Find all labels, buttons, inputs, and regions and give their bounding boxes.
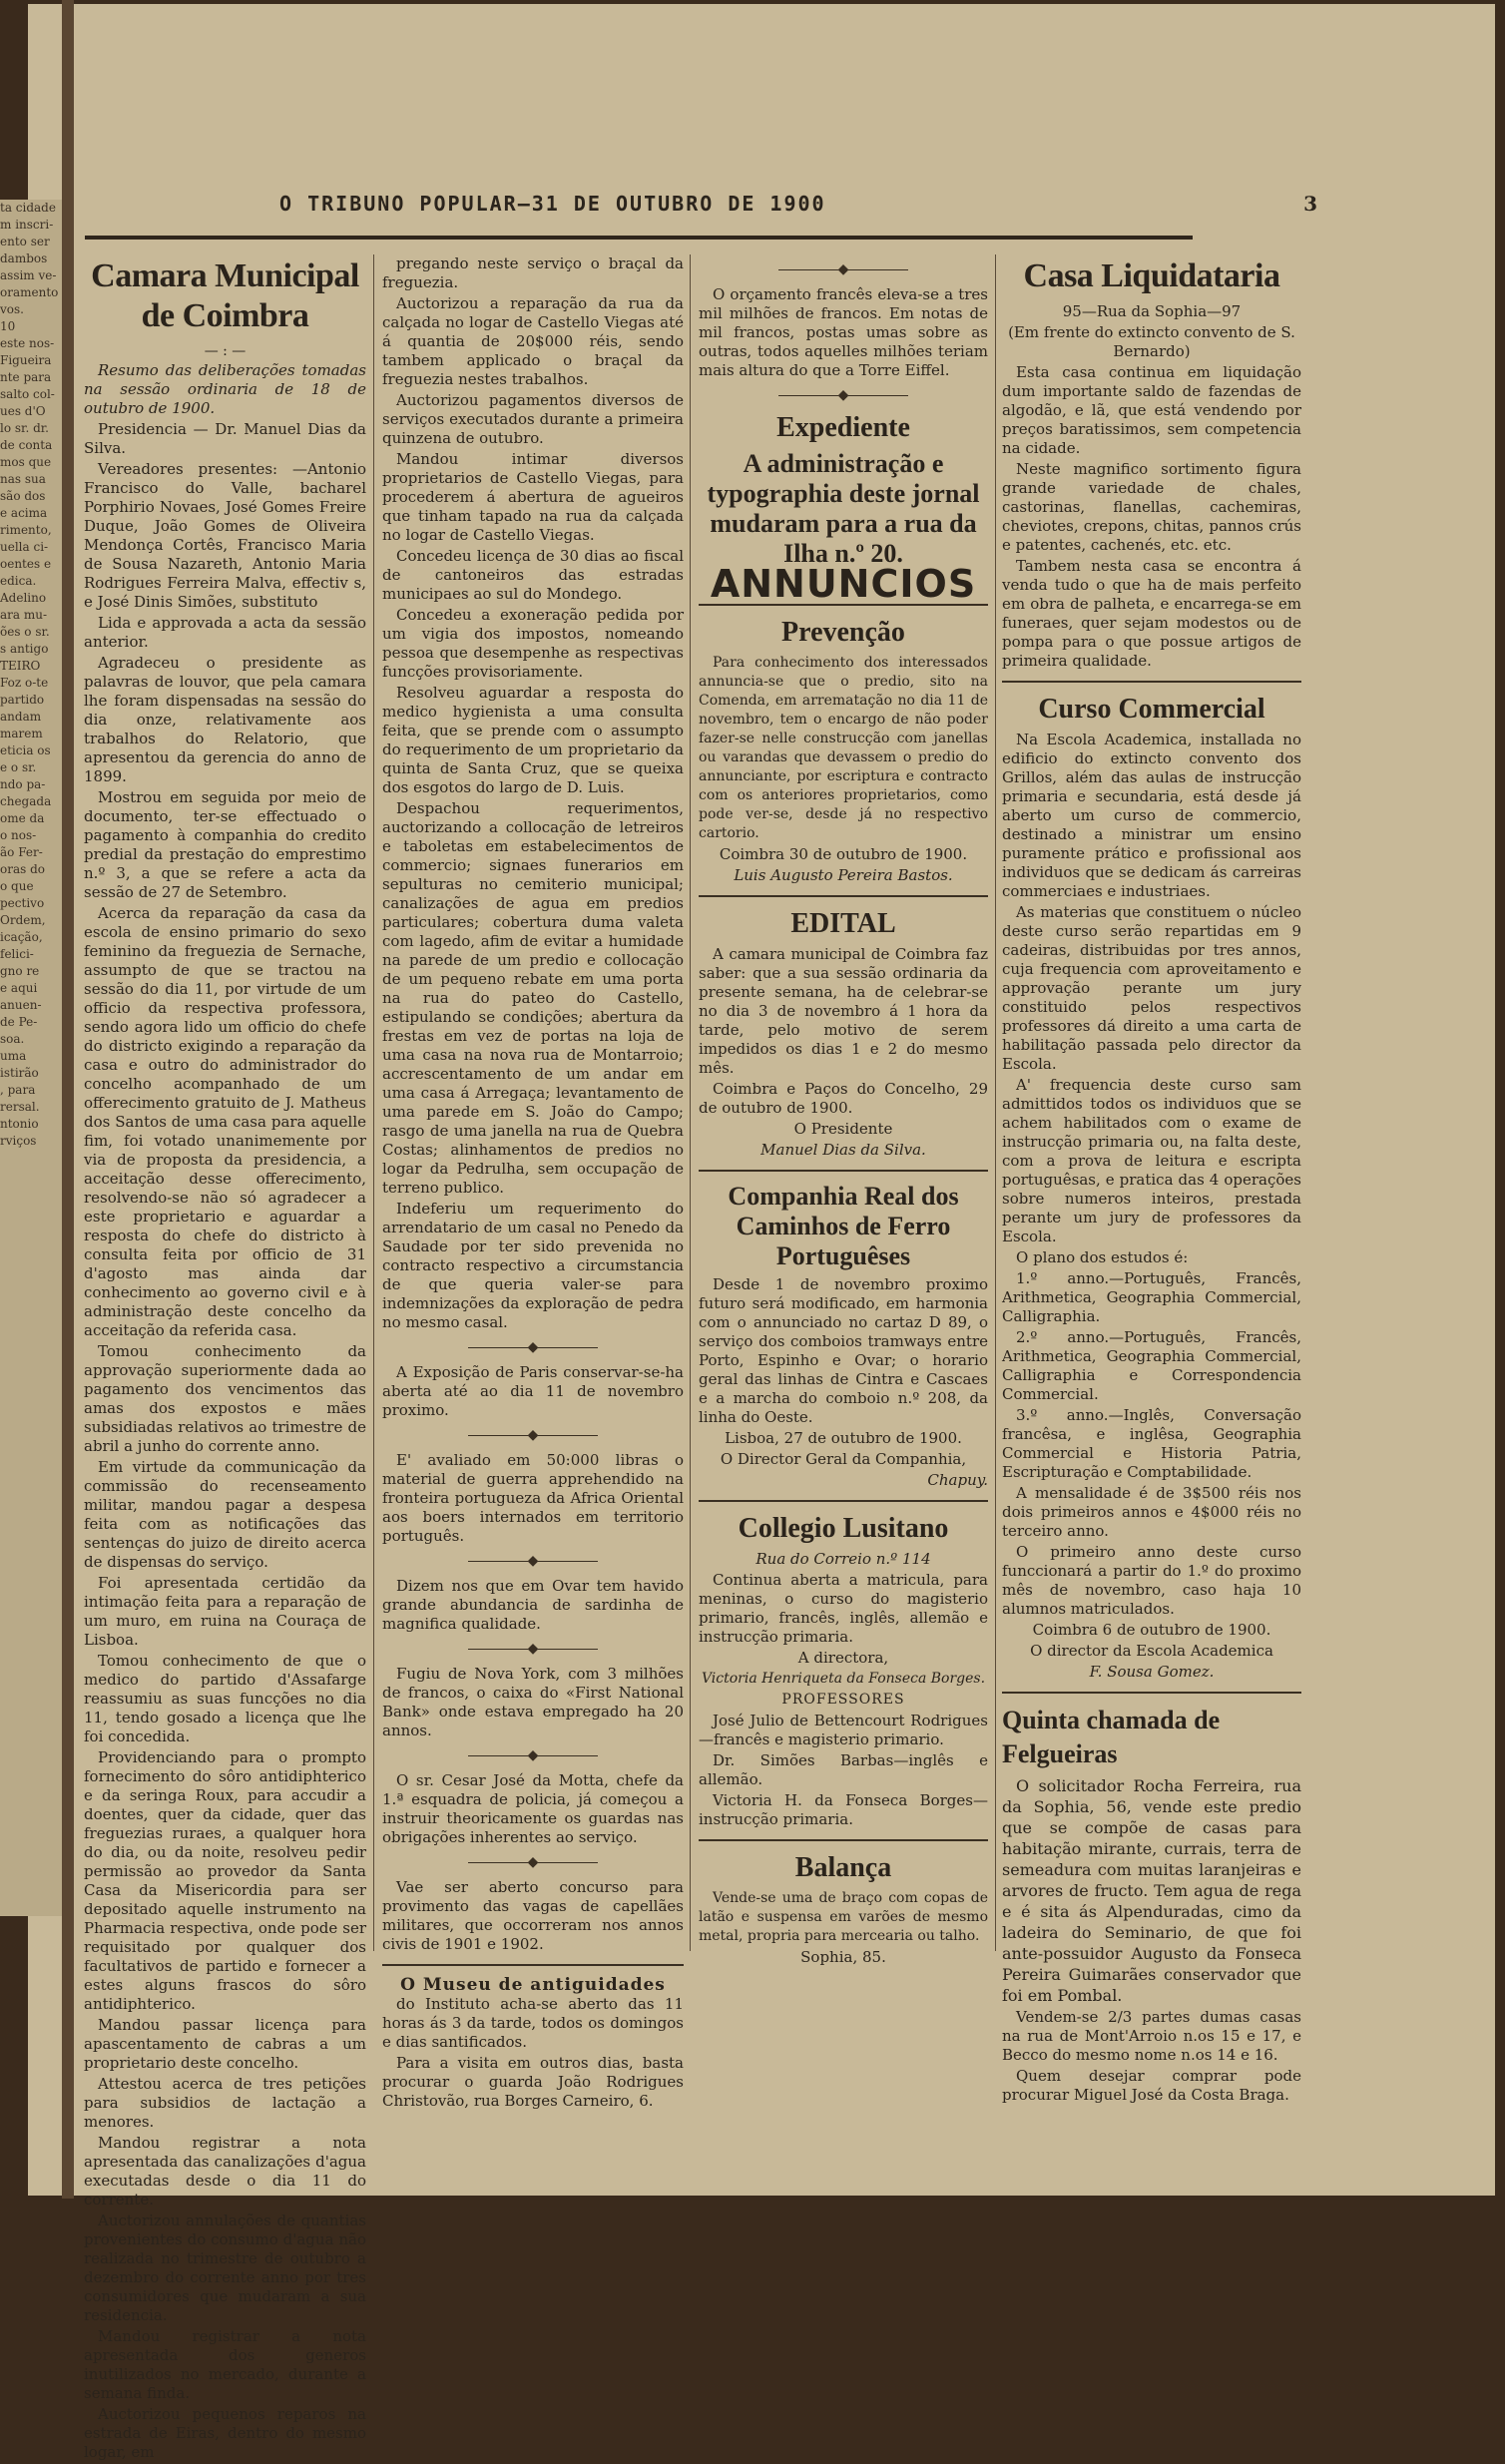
annuncios-title: ANNUNCIOS (710, 562, 977, 606)
edital-date: Coimbra e Paços do Concelho, 29 de outubro de 1900. (699, 1080, 988, 1117)
camara-paragraph: pregando neste serviço o braçal da freguezia. (382, 254, 684, 291)
camara-paragraph: Tomou conhecimento de que o medico do partido d'Assafarge reassumiu as suas funcções no dia 11, tendo gosado a licença que lhe foi concedida. (84, 1652, 366, 1745)
curso-paragraph: Na Escola Academica, installada no edificio do extincto convento dos Grillos, além das aulas de instrucção primaria e secundaria, está desde já aberto um curso de commercio, destinado a ministrar um ensino puramente prático e profissional aos individuos que se dedicam ás carreiras commerciaes e industriaes. (1002, 731, 1301, 900)
column-divider (373, 254, 374, 1951)
balanca-text: Vende-se uma de braço com copas de latão e suspensa em varões de mesmo metal, propria para mercearia ou talho. (699, 1890, 988, 1944)
camara-paragraph: Auctorizou pequenos reparos na estrada de Eiras, dentro do mesmo logar, em (84, 2405, 366, 2461)
edital-signature: Manuel Dias da Silva. (760, 1141, 926, 1159)
edge-fragment: , para (0, 1083, 36, 1097)
edge-fragment: rimento, (0, 523, 52, 537)
separator: ◆ (382, 1338, 684, 1357)
heading-dash: — : — (204, 343, 247, 359)
quinta-title: Quinta chamada de Felgueiras (1002, 1706, 1221, 1768)
news-brief: E' avaliado em 50:000 libras o material de guerra apprehendido na fronteira portugueza da Africa Oriental aos boers internados em territorio português. (382, 1451, 684, 1545)
edge-fragment: o nos- (0, 828, 37, 842)
edge-fragment: oramento (0, 285, 59, 299)
separator: ◆ (699, 260, 988, 279)
camara-paragraph: Auctorizou a reparação da rua da calçada no logar de Castello Viegas até á quantia de 20$000 réis, sendo tambem applicado o braçal da freguezia nestes trabalhos. (382, 294, 684, 388)
collegio-address: Rua do Correio n.º 114 (755, 1550, 931, 1568)
edge-fragment: marem (0, 727, 43, 740)
curso-paragraph: A mensalidade é de 3$500 réis nos dois primeiros annos e 4$000 réis no terceiro anno. (1002, 1484, 1301, 1540)
edge-fragment: soa. (0, 1032, 25, 1046)
separator: ◆ (382, 1853, 684, 1872)
curso-paragraph: O plano dos estudos é: (1016, 1248, 1189, 1266)
expediente-text: A administração e typographia deste jornal mudaram para a rua da Ilha n.º 20. (707, 449, 980, 568)
curso-role: O director da Escola Academica (1030, 1642, 1273, 1660)
camara-heading: Camara Municipal de Coimbra (91, 257, 359, 334)
edge-fragment: ntonio (0, 1117, 39, 1131)
edge-fragment: e o sr. (0, 760, 37, 774)
companhia-title: Companhia Real dos Caminhos de Ferro Portuguêses (728, 1182, 959, 1270)
separator: ◆ (699, 386, 988, 405)
edge-fragment: m inscri- (0, 218, 54, 232)
camara-paragraph: Mandou registrar a nota apresentada dos generos inutilizados no mercado, durante a semana finda. (84, 2327, 366, 2402)
edge-fragment: e acima (0, 506, 48, 520)
edge-fragment: dambos (0, 251, 48, 265)
column-divider (690, 254, 691, 1951)
edge-fragment: mos que (0, 455, 52, 469)
edge-fragment: edica. (0, 574, 37, 588)
curso-paragraph: 3.º anno.—Inglês, Conversação francêsa, e inglêsa, Geographia Commercial e Historia Patria, Escripturação e Comptabilidade. (1002, 1406, 1301, 1481)
edge-fragment: nte para (0, 370, 52, 384)
collegio-text: Continua aberta a matricula, para meninas, o curso do magisterio primario, francês, inglês, allemão e instrucção primaria. (699, 1571, 988, 1646)
section-rule (699, 1500, 988, 1502)
professor-3: Victoria H. da Fonseca Borges—instrucção primaria. (699, 1791, 988, 1828)
page-header (80, 192, 1317, 220)
casa-text-2: Neste magnifico sortimento figura grande variedade de chales, castorinas, flanellas, cachemiras, cheviotes, crepons, chitas, pannos crús e patentes, cachenés, etc. etc. (1002, 460, 1301, 554)
camara-paragraph: Indeferiu um requerimento do arrendatario de um casal no Penedo da Saudade por ter sido prevenida no contracto respectivo a circumstancia de que queria valer-se para indemnizações da exploração de pedra no mesmo casal. (382, 1200, 684, 1331)
camara-continued (382, 254, 684, 1332)
quinta-text: O solicitador Rocha Ferreira, rua da Sophia, 56, vende este predio que se compõe de casas para habitação mirante, currais, terra de semeadura com muitas laranjeiras e arvores de fructo. Tem agua de rega e é sita ás Alpenduradas, cimo da ladeira do Seminario, de que foi ante-possuidor Augusto da Fonseca Pereira Guimarães conservador que foi em Pombal. (1002, 1776, 1301, 2005)
professor-1: José Julio de Bettencourt Rodrigues—francês e magisterio primario. (699, 1712, 988, 1748)
edital-role: O Presidente (793, 1120, 893, 1138)
collegio-title: Collegio Lusitano (738, 1513, 949, 1544)
edge-fragment: oentes e (0, 557, 52, 571)
curso-paragraph: As materias que constituem o núcleo deste curso serão repartidas em 9 cadeiras, distribuidas por tres annos, cuja frequencia com aproveitamento e approvação perante um jury constituido pelos respectivos professores dá direito a uma carta de habilitação passada pelo director da Escola. (1002, 903, 1301, 1073)
camara-paragraph: Attestou acerca de tres petições para subsidios de lactação a menores. (84, 2075, 366, 2131)
edge-fragment: ues d'O (0, 404, 46, 418)
companhia-text: Desde 1 de novembro proximo futuro será modificado, em harmonia com o annunciado no cartaz D 89, o serviço dos comboios tramways entre Porto, Espinho e Ovar; o horario geral das linhas de Cintra e Cascaes e a marcha do comboio n.º 208, da linha do Oeste. (699, 1275, 988, 1426)
section-rule (699, 1839, 988, 1841)
camara-paragraph: Presidencia — Dr. Manuel Dias da Silva. (84, 420, 366, 457)
camara-paragraphs (84, 420, 366, 2462)
camara-paragraph: Acerca da reparação da casa da escola de ensino primario do sexo feminino da freguezia de Sernache, assumpto de que se tractou na sessão do dia 11, por virtude de um officio da respectiva professora, sendo agora lido um officio do chefe do districto exigindo a reparação da casa e outro do administrador do concelho acompanhado de um offerecimento gratuito de J. Matheus dos Santos de uma casa para aquelle fim, foi votado unanimemente por via de proposta da presidencia, a acceitação desse offerecimento, resolvendo-se não só agradecer a este proprietario e aguardar a resposta do chefe do districto à consulta feita por officio de 31 d'agosto mas ainda dar conhecimento ao governo civil e à administração deste concelho da acceitação da referida casa. (84, 904, 366, 1339)
section-rule (1002, 1692, 1301, 1694)
edge-fragment: este nos- (0, 336, 55, 350)
camara-intro: Resumo das deliberações tomadas na sessão ordinaria de 18 de outubro de 1900. (84, 361, 366, 417)
edge-fragment: icação, (0, 930, 43, 944)
curso-paragraph: 1.º anno.—Português, Francês, Arithmetica, Geographia Commercial, Calligraphia. (1002, 1269, 1301, 1325)
prevencao-signature: Luis Augusto Pereira Bastos. (734, 866, 953, 884)
camara-paragraph: Mostrou em seguida por meio de documento, ter-se effectuado o pagamento à companhia do credito predial da prestação do emprestimo n.º 3, a que se refere a acta da sessão de 27 de Setembro. (84, 788, 366, 901)
camara-paragraph: Foi apresentada certidão da intimação feita para a reparação de um muro, em ruina na Couraça de Lisboa. (84, 1574, 366, 1649)
prevencao-text: Para conhecimento dos interessados annuncia-se que o predio, sito na Comenda, em arrematação no dia 11 de novembro, tem o encargo de não poder fazer-se nelle construcção com janellas ou varandas que devassem o predio do annunciante, por escriptura e contracto com os anteriores proprietarios, como pode ver-se, desde já no respectivo cartorio. (699, 655, 988, 841)
camara-paragraph: Providenciando para o prompto fornecimento do sôro antidiphterico e da seringa Roux, para accudir a doentes, quer da cidade, quer das freguezias ruraes, a qualquer hora do dia, ou da noite, resolveu pedir permissão ao provedor da Santa Casa da Misericordia para ser depositado aquelle instrumento na Pharmacia respectiva, onde pode ser requisitado por qualquer dos facultativos de partido e fornecer a estes alguns frascos do sôro antidiphterico. (84, 1748, 366, 2013)
edge-fragment: ome da (0, 811, 45, 825)
news-brief: O sr. Cesar José da Motta, chefe da 1.ª esquadra de policia, já começou a instruir theoricamente os guardas nas obrigações inherentes ao serviço. (382, 1771, 684, 1846)
museu-title: O Museu de antiguidades (400, 1975, 666, 1995)
newspaper-title: O TRIBUNO POPULAR—31 DE OUTUBRO DE 1900 (279, 192, 826, 216)
edge-fragment: gno re (0, 964, 40, 978)
camara-paragraph: Em virtude da communicação da commissão do recenseamento militar, mandou pagar a despesa feita com as notificações das sentenças do juizo de direito acerca de dispensas do serviço. (84, 1458, 366, 1571)
edge-fragment: salto col- (0, 387, 55, 401)
curso-paragraph: A' frequencia deste curso sam admittidos todos os individuos que se achem habilitados com o exame de instrucção primaria ou, na falta deste, com a prova de leitura e escripta portuguêsas, e pratica das 4 operações sobre numeros inteiros, prestada perante um jury de professores da Escola. (1002, 1076, 1301, 1245)
header-rule (85, 236, 1193, 240)
edge-fragment: Ordem, (0, 913, 46, 927)
column-3 (699, 254, 988, 1969)
professores-label: PROFESSORES (781, 1692, 905, 1708)
casa-address: 95—Rua da Sophia—97 (1062, 302, 1242, 320)
museu-text: do Instituto acha-se aberto das 11 horas ás 3 da tarde, todos os domingos e dias santificados. (382, 1995, 684, 2051)
news-brief: A Exposição de Paris conservar-se-ha aberta até ao dia 11 de novembro proximo. (382, 1363, 684, 1419)
camara-paragraph: Agradeceu o presidente as palavras de louvor, que pela camara lhe foram dispensadas na sessão do dia onze, relativamente aos trabalhos do Relatorio, que apresentou da gerencia do anno de 1899. (84, 654, 366, 785)
column-2 (382, 254, 684, 2113)
companhia-date: Lisboa, 27 de outubro de 1900. (725, 1429, 962, 1447)
separator: ◆ (382, 1426, 684, 1445)
separator: ◆ (382, 1552, 684, 1571)
edge-fragment: ento ser (0, 235, 50, 248)
camara-paragraph: Concedeu licença de 30 dias ao fiscal de cantoneiros das estradas municipaes ao sul do Mondego. (382, 547, 684, 603)
edge-fragment: rersal. (0, 1100, 40, 1114)
edge-fragment: oras do (0, 862, 45, 876)
edge-fragment: o que (0, 879, 34, 893)
edge-fragment: felici- (0, 947, 34, 961)
edge-fragment: TEIRO (0, 659, 41, 673)
edge-fragment: eticia os (0, 743, 51, 757)
adjacent-page-edge (0, 200, 62, 1916)
column-divider (995, 254, 996, 1951)
column-4 (1002, 254, 1301, 2107)
camara-paragraph: Vereadores presentes: —Antonio Francisco do Valle, bacharel Porphirio Novaes, José Gomes Freire Duque, João Gomes de Oliveira Mendonça Cortês, Francisco Maria de Sousa Nazareth, Antonio Maria Rodrigues Ferreira Malva, effectiv s, e José Dinis Simões, substituto (84, 460, 366, 611)
prevencao-title: Prevenção (781, 617, 905, 648)
camara-paragraph: Resolveu aguardar a resposta do medico hygienista a uma consulta feita, que se prende com o assumpto do requerimento de um proprietario da quinta de Santa Cruz, que se queixa dos esgotos do largo de D. Luis. (382, 684, 684, 796)
edge-fragment: anuen- (0, 998, 42, 1012)
balanca-address: Sophia, 85. (800, 1948, 886, 1966)
expediente-title: Expediente (776, 412, 910, 443)
separator: ◆ (382, 1640, 684, 1659)
curso-paragraph: 2.º anno.—Português, Francês, Arithmetica, Geographia Commercial, Calligraphia e Correspondencia Commercial. (1002, 1328, 1301, 1403)
edge-fragment: ara mu- (0, 608, 48, 622)
collegio-signature: Victoria Henriqueta da Fonseca Borges. (701, 1671, 986, 1687)
edge-fragment: istirão (0, 1066, 39, 1080)
professor-2: Dr. Simões Barbas—inglês e allemão. (699, 1751, 988, 1788)
edge-fragment: e aqui (0, 981, 38, 995)
news-briefs (382, 1338, 684, 1954)
balanca-title: Balança (794, 1852, 892, 1883)
edge-fragment: vos. (0, 302, 24, 316)
museu-text-2: Para a visita em outros dias, basta procurar o guarda João Rodrigues Christovão, rua Borges Carneiro, 6. (382, 2054, 684, 2110)
camara-paragraph: Concedeu a exoneração pedida por um vigia dos impostos, nomeando pessoa que desempenhe as respectivas funcções provisoriamente. (382, 606, 684, 681)
curso-paragraphs (1002, 731, 1301, 1619)
edge-fragment: de conta (0, 438, 53, 452)
edge-fragment: ta cidade (0, 201, 56, 215)
orcamento-text: O orçamento francês eleva-se a tres mil milhões de francos. Em notas de mil francos, postas umas sobre as outras, todos aquelles milhões teriam mais altura do que a Torre Eiffel. (699, 285, 988, 379)
edge-fragment: s antigo (0, 642, 49, 656)
edge-fragment: chegada (0, 794, 52, 808)
edge-fragment: rviços (0, 1134, 37, 1148)
edge-fragment: ndo pa- (0, 777, 46, 791)
book-spine (62, 0, 74, 2199)
edge-fragment: andam (0, 710, 42, 724)
camara-paragraph: Auctorizou annulações de quantias provenientes do consumo d'agua não realizada no trimestre de outubro a dezembro do corrente anno por tres consumidores que mudaram a sua residencia. (84, 2212, 366, 2324)
edge-fragment: ões o sr. (0, 625, 50, 639)
edge-fragment: Figueira (0, 353, 52, 367)
edge-fragment: Adelino (0, 591, 47, 605)
news-brief: Vae ser aberto concurso para provimento das vagas de capellães militares, que occorreram nos annos civis de 1901 e 1902. (382, 1878, 684, 1953)
camara-paragraph: Mandou registrar a nota apresentada das canalizações d'agua executadas desde o dia 11 do corrente. (84, 2134, 366, 2209)
casa-title: Casa Liquidataria (1023, 257, 1280, 294)
camara-paragraph: Auctorizou pagamentos diversos de serviços executados durante a primeira quinzena de outubro. (382, 391, 684, 447)
camara-paragraph: Mandou passar licença para apascentamento de cabras a um proprietario deste concelho. (84, 2016, 366, 2072)
edge-fragment: Foz o-te (0, 676, 49, 690)
edge-fragment: 10 (0, 319, 16, 333)
news-brief: Dizem nos que em Ovar tem havido grande abundancia de sardinha de magnifica qualidade. (382, 1577, 684, 1633)
section-rule (699, 1170, 988, 1172)
edge-fragment: de Pe- (0, 1015, 38, 1029)
camara-paragraph: Despachou requerimentos, auctorizando a collocação de letreiros e taboletas em estabelecimentos de commercio; signaes funerarios em sepulturas no cemiterio municipal; canalizações de agua em predios particulares; cobertura duma valeta com lagedo, afim de evitar a humidade na parede de um predio e collocação de um pequeno rebate em uma porta na rua do pateo do Castello, estipulando se condições; abertura da frestas em vez de portas na loja de uma casa na nova rua de Montarroio; accrescentamento de um andar em uma casa á Arregaça; levantamento de uma parede em S. João do Campo; rasgo de uma janella na rua de Quebra Costas; alinhamentos de predios no logar da Pedrulha, sem occupação de terreno publico. (382, 799, 684, 1197)
quinta-text-3: Quem desejar comprar pode procurar Miguel José da Costa Braga. (1002, 2067, 1301, 2104)
news-brief: Fugiu de Nova York, com 3 milhões de francos, o caixa do «First National Bank» onde estava empregado ha 20 annos. (382, 1665, 684, 1739)
section-rule (699, 895, 988, 897)
section-rule (382, 1964, 684, 1966)
edital-title: EDITAL (790, 908, 896, 939)
edge-fragment: assim ve- (0, 268, 57, 282)
edge-fragment: nas sua (0, 472, 46, 486)
edge-fragment: uella ci- (0, 540, 49, 554)
edge-fragment: lo sr. dr. (0, 421, 49, 435)
curso-title: Curso Commercial (1038, 694, 1265, 725)
companhia-signature: Chapuy. (927, 1471, 988, 1489)
camara-paragraph: Lida e approvada a acta da sessão anterior. (84, 614, 366, 651)
prevencao-date: Coimbra 30 de outubro de 1900. (719, 845, 968, 863)
curso-date: Coimbra 6 de outubro de 1900. (1032, 1621, 1271, 1639)
casa-text-3: Tambem nesta casa se encontra á venda tudo o que ha de mais perfeito em obra de palheta, e encarrega-se em funeraes, quer sejam modestos ou de pompa para o que possue artigos de primeira qualidade. (1002, 557, 1301, 670)
camara-paragraph: Tomou conhecimento da approvação superiormente dada ao pagamento dos vencimentos das amas dos expostos e mães subsidiadas relativos ao trimestre de abril a junho do corrente anno. (84, 1342, 366, 1455)
casa-address-2: (Em frente do extincto convento de S. Bernardo) (1008, 323, 1295, 360)
casa-text: Esta casa continua em liquidação dum importante saldo de fazendas de algodão, e lã, que está vendendo por preços baratissimos, sem competencia na cidade. (1002, 363, 1301, 457)
collegio-role: A directora, (797, 1649, 889, 1667)
edge-fragment: uma (0, 1049, 27, 1063)
edge-fragment: partido (0, 693, 45, 707)
edge-fragment: são dos (0, 489, 46, 503)
curso-paragraph: O primeiro anno deste curso funccionará a partir do 1.º do proximo mês de novembro, caso haja 10 alumnos matriculados. (1002, 1543, 1301, 1618)
camara-paragraph: Mandou intimar diversos proprietarios de Castello Viegas, para procederem á abertura de agueiros que tinham tapado na rua da calçada no logar de Castello Viegas. (382, 450, 684, 544)
edital-text: A camara municipal de Coimbra faz saber: que a sua sessão ordinaria da presente semana, ha de celebrar-se no dia 3 de novembro á 1 hora da tarde, pelo motivo de serem impedidos os dias 1 e 2 do mesmo mês. (699, 945, 988, 1077)
section-rule (1002, 681, 1301, 683)
page-number: 3 (1303, 192, 1317, 216)
separator: ◆ (382, 1746, 684, 1765)
edge-fragment: pectivo (0, 896, 45, 910)
companhia-role: O Director Geral da Companhia, (720, 1450, 967, 1468)
edge-fragment: ão Fer- (0, 845, 43, 859)
column-1 (84, 254, 366, 2464)
curso-signature: F. Sousa Gomez. (1089, 1663, 1215, 1681)
quinta-text-2: Vendem-se 2/3 partes dumas casas na rua de Mont'Arroio n.os 15 e 17, e Becco do mesmo nome n.os 14 e 16. (1002, 2008, 1301, 2064)
